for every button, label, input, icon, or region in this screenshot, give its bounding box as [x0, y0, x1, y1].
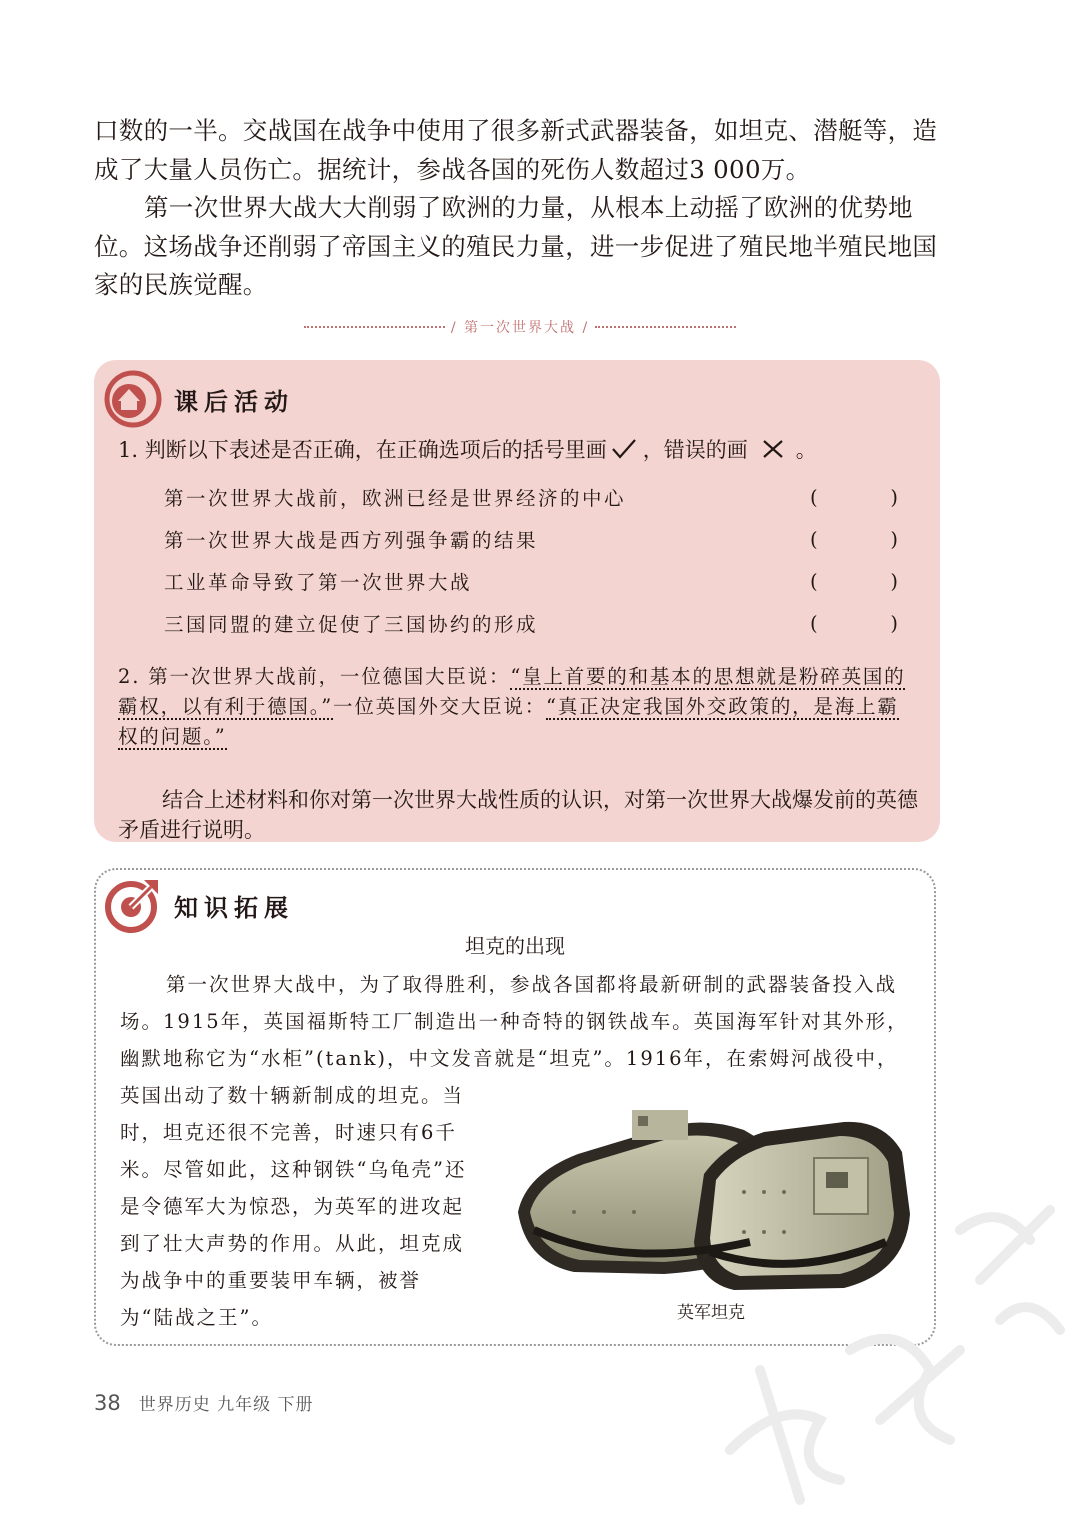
answer-parentheses[interactable]: ( )	[810, 611, 898, 635]
knowledge-subtitle: 坦克的出现	[465, 934, 565, 958]
cross-mark-icon	[756, 438, 790, 460]
statement-item	[164, 560, 924, 602]
intro-paragraph-1: 口数的一半。交战国在战争中使用了很多新式武器装备，如坦克、潜艇等，造成了大量人员伤亡。据统计，参战各国的死伤人数超过3 000万。	[94, 116, 938, 184]
image-caption: 英军坦克	[677, 1303, 745, 1323]
activity-title: 课后活动	[174, 387, 294, 416]
answer-parentheses[interactable]: ( )	[810, 569, 898, 593]
after-class-activity-panel	[94, 360, 940, 842]
divider-dots-left	[304, 326, 445, 328]
activity-header	[104, 370, 294, 428]
statement-text: 三国同盟的建立促使了三国协约的形成	[164, 613, 539, 636]
statement-text: 第一次世界大战是西方列强争霸的结果	[164, 529, 539, 552]
german-minister-quote: “皇上首要的和基本的思想就是粉碎英国的霸权，以有利于德国。”	[118, 665, 906, 718]
page-footer	[94, 1390, 314, 1415]
statement-text: 第一次世界大战前，欧洲已经是世界经济的中心	[164, 487, 627, 510]
question-1	[118, 434, 918, 464]
statement-item	[164, 518, 924, 560]
knowledge-body: 第一次世界大战中，为了取得胜利，参战各国都将最新研制的武器装备投入战场。1915年，英国福斯特工厂制造出一种奇特的钢铁战车。英国海军针对其外形，幽默地称它为“水柜”(tank)，中文发音就是“坦克”。1916年，在索姆河战役中，	[120, 973, 909, 1070]
divider-dots-right	[595, 326, 736, 328]
q1-middle: ，错误的画	[642, 438, 748, 462]
statement-item	[164, 476, 924, 518]
british-minister-quote: “真正决定我国外交政策的，是海上霸权的问题。”	[118, 695, 899, 748]
intro-text	[94, 112, 944, 305]
check-mark-icon	[611, 438, 637, 460]
statement-item	[164, 602, 924, 644]
knowledge-header	[104, 876, 294, 934]
target-arrow-icon	[104, 876, 162, 934]
house-icon	[104, 370, 162, 428]
statement-text: 工业革命导致了第一次世界大战	[164, 571, 473, 594]
question-2	[118, 662, 918, 752]
answer-parentheses[interactable]: ( )	[810, 485, 898, 509]
book-title: 世界历史 九年级 下册	[138, 1395, 314, 1415]
q2-middle: 一位英国外交大臣说：	[333, 695, 547, 718]
knowledge-body-wrap: 英国出动了数十辆新制成的坦克。当时，坦克还很不完善，时速只有6千米。尽管如此，这种钢铁“乌龟壳”还是令德军大为惊恐，为英军的进攻起到了壮大声势的作用。从此，坦克成为战争中的重要装甲车辆，被誉为“陆战之王”。	[120, 1084, 467, 1329]
section-divider	[300, 314, 740, 340]
edition-watermark	[700, 1120, 1080, 1526]
question-2-task: 结合上述材料和你对第一次世界大战性质的认识，对第一次世界大战爆发前的英德矛盾进行说明。	[118, 788, 918, 842]
q1-prefix: 1. 判断以下表述是否正确，在正确选项后的括号里画	[118, 438, 607, 462]
divider-label: / 第一次世界大战 /	[450, 320, 590, 336]
knowledge-title: 知识拓展	[174, 893, 294, 922]
answer-parentheses[interactable]: ( )	[810, 527, 898, 551]
q2-intro: 2. 第一次世界大战前，一位德国大臣说：	[118, 665, 511, 688]
page-number: 38	[94, 1391, 121, 1415]
q1-suffix: 。	[795, 438, 817, 462]
intro-paragraph-2: 第一次世界大战大大削弱了欧洲的力量，从根本上动摇了欧洲的优势地位。这场战争还削弱了帝国主义的殖民力量，进一步促进了殖民地半殖民地国家的民族觉醒。	[94, 193, 938, 299]
statement-list	[164, 476, 924, 644]
